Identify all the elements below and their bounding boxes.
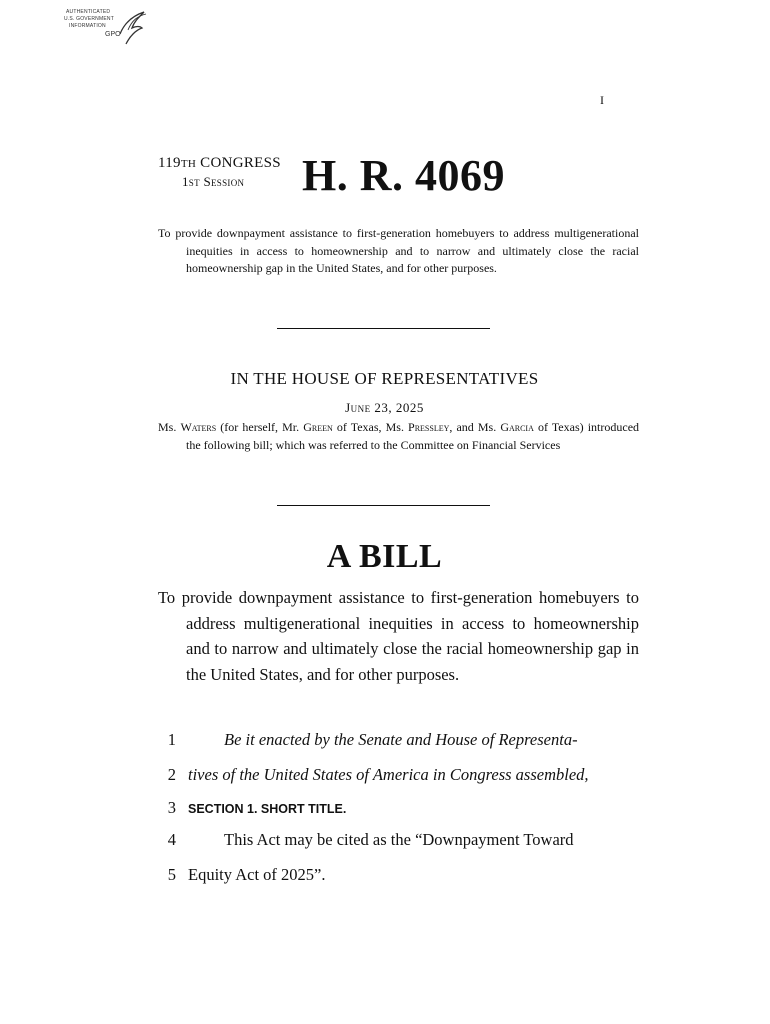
bill-line	[158, 865, 611, 889]
gpo-logo-text-line2: U.S. GOVERNMENT	[64, 16, 114, 22]
line-number: 3	[167, 798, 176, 817]
line-number: 1	[167, 730, 176, 749]
line-number: 2	[167, 765, 176, 784]
gpo-authentication-logo	[62, 6, 148, 48]
congress-number: 119	[158, 155, 181, 171]
section-text-continued: Equity Act of 2025”.	[188, 865, 326, 884]
bill-line	[158, 830, 611, 854]
bill-line	[158, 765, 611, 789]
line-number: 5	[167, 865, 176, 884]
enacting-clause-continued: tives of the United States of America in Congress assembled,	[188, 765, 589, 784]
intro-prefix: Ms.	[158, 420, 181, 434]
line-number: 4	[167, 830, 176, 849]
bill-number: H. R. 4069	[302, 151, 505, 200]
cosponsor-name-3: Garcia	[500, 420, 534, 434]
congress-word: CONGRESS	[200, 155, 281, 171]
section-heading: SECTION 1. SHORT TITLE.	[188, 802, 347, 816]
congress-ordinal-suffix: TH	[180, 158, 197, 170]
divider	[277, 328, 490, 329]
intro-part1: (for herself, Mr.	[216, 420, 304, 434]
introduction-date: June 23, 2025	[345, 400, 424, 415]
intro-part2: of Texas, Ms.	[332, 420, 409, 434]
divider	[277, 505, 490, 506]
bill-line	[158, 798, 611, 822]
introduction-statement	[158, 419, 639, 454]
bill-line	[158, 730, 611, 754]
congress-label	[158, 155, 281, 172]
enacting-clause: Be it enacted by the Senate and House of Representa-	[224, 730, 578, 749]
chamber-title: IN THE HOUSE OF REPRESENTATIVES	[230, 369, 539, 388]
section-text: This Act may be cited as the “Downpayment Toward	[224, 830, 574, 849]
intro-part4: of Texas) introduced the following bill; which was referred to the Committee on Financial Services	[186, 420, 640, 452]
eagle-icon	[114, 6, 148, 48]
sponsor-name: Waters	[180, 420, 217, 434]
short-purpose: To provide downpayment assistance to first-generation homebuyers to address multigenerational inequities in access to homeownership and to narrow and ultimately close the racial homeownership gap in the United States, and for other purposes.	[158, 226, 639, 275]
gpo-logo-mark: GPO	[105, 31, 121, 38]
gpo-logo-text-line1: AUTHENTICATED	[66, 9, 111, 15]
intro-part3: , and Ms.	[449, 420, 501, 434]
gpo-logo-text-line3: INFORMATION	[69, 23, 106, 29]
bill-purpose: To provide downpayment assistance to first-generation homebuyers to address multigenerational inequities in access to homeownership and to narrow and ultimately close the racial homeownership gap in the United States, and for other purposes.	[158, 588, 639, 684]
bill-heading: A BILL	[326, 538, 443, 575]
session-label: 1st Session	[182, 174, 245, 189]
page-number: I	[600, 93, 604, 107]
cosponsor-name-2: Pressley	[408, 420, 450, 434]
cosponsor-name-1: Green	[303, 420, 333, 434]
